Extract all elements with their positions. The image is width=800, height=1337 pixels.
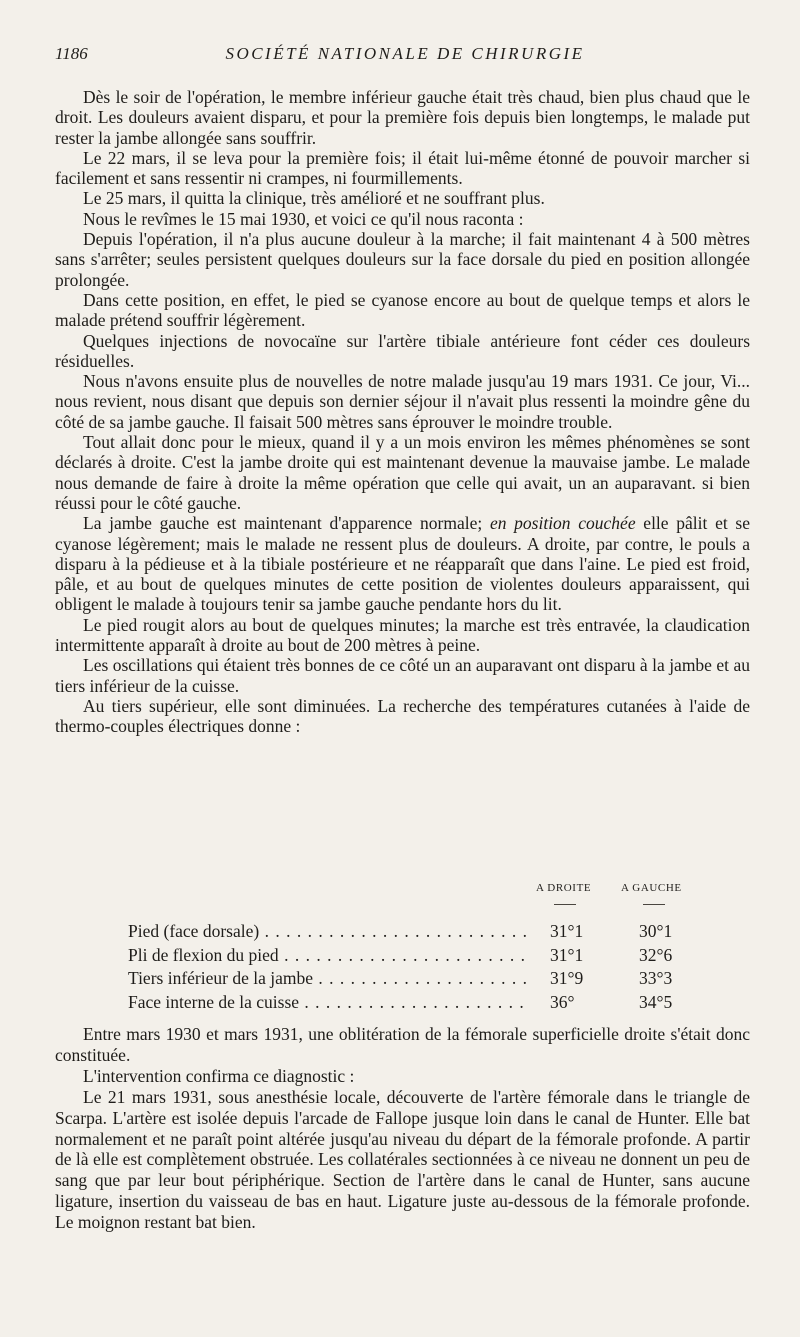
row-label: Pied (face dorsale) . . . — [128, 920, 528, 944]
paragraph: L'intervention confirma ce diagnostic : — [83, 1065, 355, 1086]
paragraph: Dès le soir de l'opération, le membre inférieur gauche était très chaud, bien plus chaud que le droit. Les douleurs avaient disparu, et pour la première fois depuis bien longtemps, le malade put rester la jambe allongée sans souffrir. — [55, 87, 750, 148]
paragraph: Quelques injections de novocaïne sur l'artère tibiale antérieure font céder ces douleurs résiduelles. — [55, 330, 750, 371]
table-row — [128, 967, 708, 991]
paragraph: Entre mars 1930 et mars 1931, une oblitération de la fémorale superficielle droite s'était donc constituée. — [55, 1024, 750, 1065]
italic-phrase: en position couchée — [489, 513, 636, 534]
paragraph: Au tiers supérieur, elle sont diminuées. La recherche des températures cutanées à l'aide de thermo-couples électriques donne : — [55, 695, 750, 737]
running-title: SOCIÉTÉ NATIONALE DE CHIRURGIE — [225, 44, 585, 63]
paragraph: Dans cette position, en effet, le pied se cyanose encore au bout de quelque temps et alors le malade prétend souffrir légèrement. — [55, 289, 750, 331]
table-row — [128, 991, 708, 1015]
paragraph: Les oscillations qui étaient très bonnes de ce côté un an auparavant ont disparu à la jambe et au tiers inférieur de la cuisse. — [55, 655, 750, 696]
paragraph: Tout allait donc pour le mieux, quand il y a un mois environ les mêmes phénomènes se sont déclarés à droite. C'est la jambe droite qui est maintenant devenue la mauvaise jambe. Le malade nous demande de faire à droite la même opération que celle qui avait, un an auparavant. si bien réussi pour le côté gauche. — [55, 432, 750, 513]
column-header-droite: A DROITE — [536, 882, 592, 894]
paragraph: Le pied rougit alors au bout de quelques minutes; la marche est très entravée, la claudication intermittente apparaît à droite au bout de 200 mètres à peine. — [55, 614, 750, 656]
table-row — [128, 920, 708, 944]
temperature-table — [128, 880, 708, 1014]
column-header-gauche: A GAUCHE — [621, 882, 682, 894]
value-gauche: 30°1 — [639, 921, 673, 941]
column-rule — [554, 904, 576, 905]
value-droite: 36° — [550, 991, 575, 1012]
paragraph: Nous n'avons ensuite plus de nouvelles de notre malade jusqu'au 19 mars 1931. Ce jour, Vi... nous revient, nous disant que depuis son dernier séjour il n'avait plus ressenti la moindre gêne du côté de sa jambe gauche. Il faisait 500 mètres sans éprouver le moindre trouble. — [55, 371, 750, 432]
table-header — [128, 880, 708, 920]
value-droite: 31°9 — [550, 968, 584, 988]
paragraph: Le 21 mars 1931, sous anesthésie locale, découverte de l'artère fémorale dans le triangle de Scarpa. L'artère est isolée depuis l'arcade de Fallope jusque loin dans le canal de Hunter. Elle bat normalement et ne paraît point altérée jusqu'au niveau du départ de la fémorale profonde. A partir de là elle est complètement obstruée. Les collatérales sectionnées à ce niveau ne donnent un peu de sang que par leur bout périphérique. Section de l'artère dans le canal de Hunter, sans aucune ligature, insertion du vaisseau de bas en haut. Ligature juste au-dessous de la fémorale profonde. Le moignon restant bat bien. — [55, 1086, 750, 1233]
text-span: La jambe gauche est maintenant d'apparence normale; — [83, 513, 490, 534]
paragraph: Le 25 mars, il quitta la clinique, très amélioré et ne souffrant plus. — [83, 188, 545, 209]
body-text — [55, 87, 750, 737]
paragraph: Depuis l'opération, il n'a plus aucune douleur à la marche; il fait maintenant 4 à 500 mètres sans s'arrêter; seules persistent quelques douleurs sur la face dorsale du pied en position allongée prolongée. — [55, 229, 750, 290]
table-row — [128, 944, 708, 968]
value-gauche: 32°6 — [639, 944, 673, 965]
column-rule — [643, 904, 665, 905]
text-span: elle pâlit et se cyanose légèrement; mais le malade ne ressent plus de douleurs. A droite, par contre, le pouls a disparu à la pédieuse et à la tibiale postérieure et ne réapparaît que dans l'aine. Le pied est froid, pâle, et au bout de quelques minutes de cette position de violentes douleurs apparaissent, qui obligent le malade à toujours tenir sa jambe gauche pendante hors du lit. — [55, 513, 750, 615]
value-gauche: 34°5 — [639, 991, 673, 1012]
paragraph: Le 22 mars, il se leva pour la première fois; il était lui-même étonné de pouvoir marcher si facilement et sans ressentir ni crampes, ni fourmillements. — [55, 147, 750, 189]
paragraph — [55, 513, 750, 614]
value-droite: 31°1 — [550, 944, 584, 965]
page-header — [55, 44, 755, 68]
row-label: Pli de flexion du pied . . . — [128, 944, 528, 968]
body-text-continued — [55, 1024, 750, 1233]
row-label: Tiers inférieur de la jambe . . . — [128, 967, 528, 991]
row-label: Face interne de la cuisse . . . — [128, 991, 528, 1015]
value-gauche: 33°3 — [639, 968, 673, 988]
page-number: 1186 — [55, 44, 88, 63]
value-droite: 31°1 — [550, 921, 584, 941]
paragraph: Nous le revîmes le 15 mai 1930, et voici ce qu'il nous raconta : — [83, 208, 524, 229]
